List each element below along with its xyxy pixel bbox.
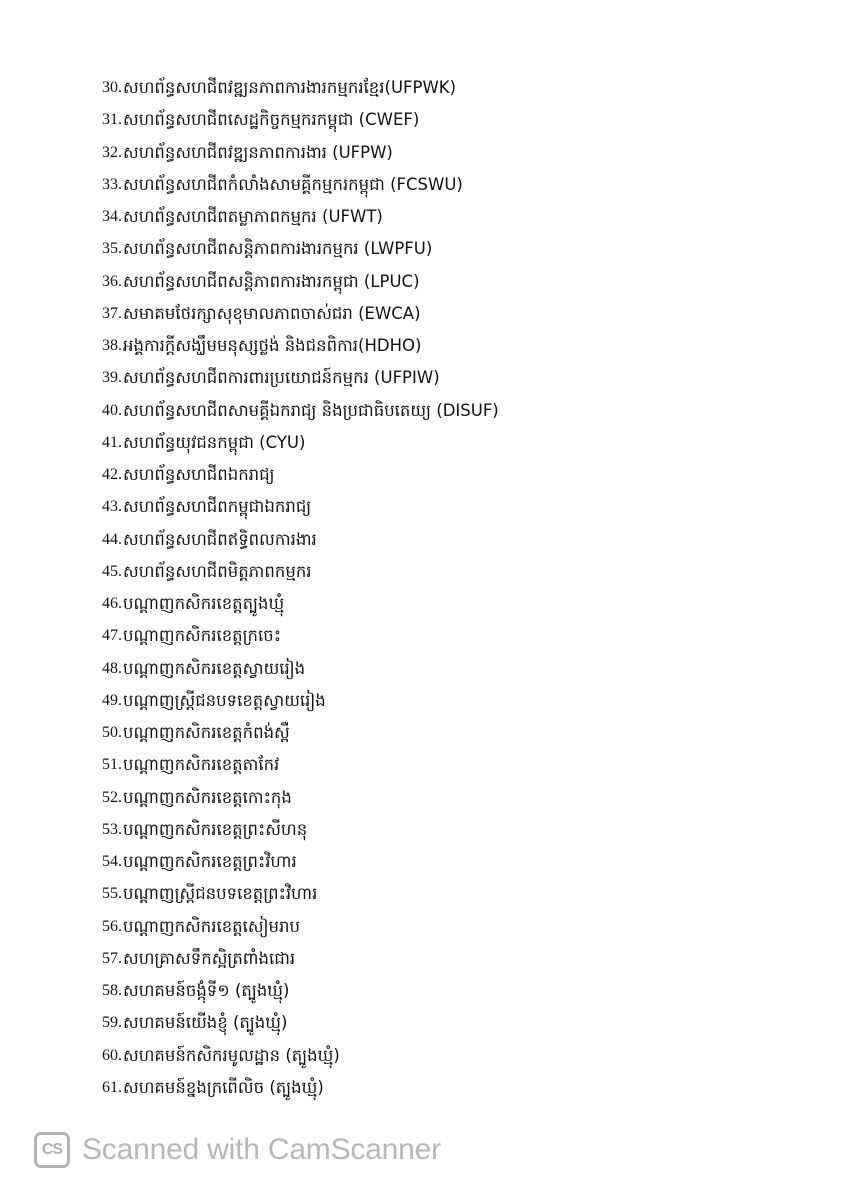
list-item-text: សហព័ន្ធសហជីពការពារប្រយោជន៍កម្មករ (UFPIW) <box>123 368 440 388</box>
list-item-number: 61. <box>102 1078 122 1096</box>
list-item <box>102 362 802 394</box>
list-item <box>102 1072 802 1104</box>
list-item <box>102 72 802 104</box>
list-item <box>102 556 802 588</box>
list-item-number: 42. <box>102 466 122 484</box>
list-item <box>102 201 802 233</box>
list-item-number: 57. <box>102 949 122 967</box>
list-item <box>102 169 802 201</box>
list-item-text: សហគ្រាសទឹកស្អិត្រពាំងជោរ <box>123 948 296 968</box>
list-item-number: 32. <box>102 143 122 161</box>
list-item-text: បណ្តាញកសិករខេត្តក្រចេះ <box>123 626 281 646</box>
list-item <box>102 1040 802 1072</box>
list-item-text: សហព័ន្ធសហជីពមិត្តភាពកម្មករ <box>123 561 312 581</box>
list-item <box>102 685 802 717</box>
list-item-number: 55. <box>102 885 122 903</box>
list-item-text: សហព័ន្ធសហជីពសេដ្ឋកិច្ចកម្មករកម្ពុជា (CWEF) <box>123 110 420 130</box>
list-item-text: សហព័ន្ធសហជីពវឌ្ឍនភាពការងារកម្មករខ្មែរ(UFPWK) <box>123 78 457 98</box>
list-item-number: 38. <box>102 337 122 355</box>
list-item <box>102 846 802 878</box>
list-item-number: 54. <box>102 853 122 871</box>
list-item-text: សហគមន៍កសិករមូលដ្ឋាន (ត្បូងឃ្មុំ) <box>123 1045 340 1065</box>
list-item-text: បណ្តាញស្ត្រីជនបទខេត្តស្វាយរៀង <box>123 690 326 710</box>
organization-list <box>102 72 802 1104</box>
list-item-number: 43. <box>102 498 122 516</box>
list-item-number: 41. <box>102 433 122 451</box>
list-item <box>102 911 802 943</box>
list-item-number: 34. <box>102 208 122 226</box>
list-item <box>102 749 802 781</box>
list-item <box>102 717 802 749</box>
list-item <box>102 395 802 427</box>
list-item-number: 46. <box>102 595 122 613</box>
list-item-number: 36. <box>102 272 122 290</box>
list-item-number: 48. <box>102 659 122 677</box>
list-item-text: សហព័ន្ធសហជីពតម្លាភាពកម្មករ (UFWT) <box>123 207 383 227</box>
list-item-text: បណ្តាញកសិករខេត្តព្រះវិហារ <box>123 852 297 872</box>
watermark-text: Scanned with CamScanner <box>82 1133 441 1166</box>
list-item-number: 58. <box>102 982 122 1000</box>
list-item <box>102 975 802 1007</box>
list-item-text: បណ្តាញកសិករខេត្តកំពង់ស្ពឺ <box>123 723 290 743</box>
list-item <box>102 943 802 975</box>
camscanner-logo-icon: CS <box>34 1132 70 1168</box>
list-item-number: 40. <box>102 401 122 419</box>
list-item-text: បណ្តាញស្ត្រីជនបទខេត្តព្រះវិហារ <box>123 884 318 904</box>
list-item <box>102 524 802 556</box>
list-item <box>102 104 802 136</box>
list-item-text: បណ្តាញកសិករខេត្តកោះកុង <box>123 787 292 807</box>
list-item-text: សហព័ន្ធសហជីពសន្តិភាពការងារកម្ពុជា (LPUC) <box>123 271 420 291</box>
camscanner-watermark <box>34 1132 441 1168</box>
list-item <box>102 266 802 298</box>
list-item-text: បណ្តាញកសិករខេត្តសៀមរាប <box>123 916 300 936</box>
list-item <box>102 491 802 523</box>
list-item-number: 52. <box>102 788 122 806</box>
list-item-text: សហគមន៍យើងខ្ញុំ (ត្បូងឃ្មុំ) <box>123 1013 288 1033</box>
list-item-number: 60. <box>102 1046 122 1064</box>
list-item-text: សហព័ន្ធសហជីពឥទ្ធិពលការងារ <box>123 529 317 549</box>
list-item-text: បណ្តាញកសិករខេត្តត្បូងឃ្មុំ <box>123 594 285 614</box>
list-item-number: 35. <box>102 240 122 258</box>
list-item-number: 33. <box>102 175 122 193</box>
list-item-number: 44. <box>102 530 122 548</box>
list-item <box>102 427 802 459</box>
list-item-number: 49. <box>102 691 122 709</box>
list-item-number: 51. <box>102 756 122 774</box>
list-item-text: សហគមន៍ចង្កុំទី១ (ត្បូងឃ្មុំ) <box>123 981 290 1001</box>
list-item <box>102 298 802 330</box>
list-item-number: 45. <box>102 562 122 580</box>
list-item-number: 30. <box>102 79 122 97</box>
list-item-text: សហព័ន្ធសហជីពវឌ្ឍនភាពការងារ (UFPW) <box>123 142 393 162</box>
list-item <box>102 459 802 491</box>
list-item-number: 37. <box>102 304 122 322</box>
list-item-number: 50. <box>102 724 122 742</box>
list-item-text: សហព័ន្ធយុវជនកម្ពុជា (CYU) <box>123 432 306 452</box>
list-item-text: សមាគមថែរក្សាសុខុមាលភាពចាស់ជរា (EWCA) <box>123 303 421 323</box>
list-item-text: សហគមន៍ខ្នងក្រពើលិច (ត្បូងឃ្មុំ) <box>123 1077 324 1097</box>
list-item <box>102 588 802 620</box>
list-item <box>102 653 802 685</box>
list-item <box>102 620 802 652</box>
list-item-text: សហព័ន្ធសហជីពកំលាំងសាមគ្គីកម្មករកម្ពុជា (FCSWU) <box>123 174 463 194</box>
list-item-text: សហព័ន្ធសហជីពកម្ពុជាឯករាជ្យ <box>123 497 312 517</box>
list-item-text: បណ្តាញកសិករខេត្តព្រះសីហនុ <box>123 819 308 839</box>
list-item-number: 53. <box>102 820 122 838</box>
list-item-text: អង្គការក្តីសង្ឃឹមមនុស្សថ្លង់ និងជនពិការ(HDHO) <box>123 336 422 356</box>
list-item-text: បណ្តាញកសិករខេត្តស្វាយរៀង <box>123 658 306 678</box>
list-item-number: 31. <box>102 111 122 129</box>
list-item <box>102 1007 802 1039</box>
list-item <box>102 137 802 169</box>
list-item <box>102 878 802 910</box>
list-item-number: 47. <box>102 627 122 645</box>
list-item <box>102 233 802 265</box>
list-item-number: 39. <box>102 369 122 387</box>
list-item-number: 59. <box>102 1014 122 1032</box>
list-item-text: សហព័ន្ធសហជីពឯករាជ្យ <box>123 465 275 485</box>
list-item-text: សហព័ន្ធសហជីពសន្តិភាពការងារកម្មករ (LWPFU) <box>123 239 433 259</box>
list-item <box>102 782 802 814</box>
list-item <box>102 330 802 362</box>
list-item-number: 56. <box>102 917 122 935</box>
list-item-text: បណ្តាញកសិករខេត្តតាកែវ <box>123 755 280 775</box>
list-item <box>102 814 802 846</box>
list-item-text: សហព័ន្ធសហជីពសាមគ្គីឯករាជ្យ និងប្រជាធិបតេយ្យ (DISUF) <box>123 400 499 420</box>
